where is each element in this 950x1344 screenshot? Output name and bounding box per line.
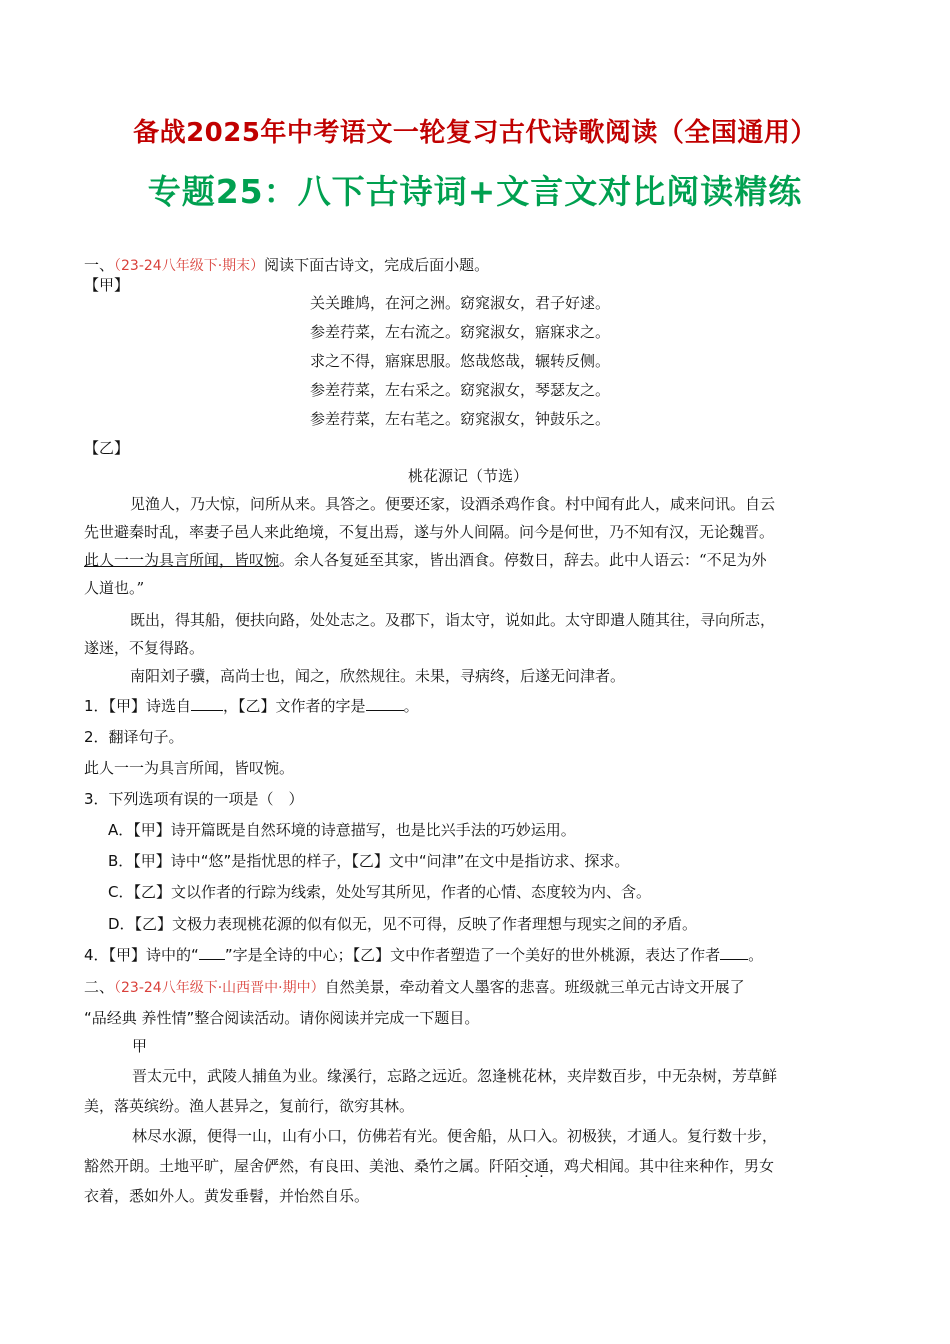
section2-source: （23-24八年级下·山西晋中·期中） bbox=[114, 980, 325, 996]
yi-paragraph-line: 先世避秦时乱，率妻子邑人来此绝境，不复出焉，遂与外人间隔。问今是何世，乃不知有汉，无论魏晋。 bbox=[84, 523, 775, 541]
yi-paragraph-line: 人道也。” bbox=[84, 579, 145, 597]
yi-paragraph-line: 南阳刘子骥，高尚士也，闻之，欣然规往。未果，寻病终，后遂无问津者。 bbox=[130, 667, 626, 685]
poem-line: 关关雎鸠，在河之洲。窈窕淑女，君子好逑。 bbox=[310, 294, 611, 312]
question-2: 2．翻译句子。 bbox=[84, 728, 184, 746]
section2-intro: “品经典 养性情”整合阅读活动。请你阅读并完成一下题目。 bbox=[84, 1009, 480, 1027]
section2-heading: 二、（23-24八年级下·山西晋中·期中）自然美景，牵动着文人墨客的悲喜。班级就三单元古诗文开展了 bbox=[84, 978, 745, 996]
yi-paragraph-line: 遂迷，不复得路。 bbox=[84, 639, 205, 657]
underlined-sentence: 此人一一为具言所闻，皆叹惋 bbox=[84, 551, 280, 569]
question-2-sentence: 此人一一为具言所闻，皆叹惋。 bbox=[84, 759, 295, 777]
jia-paragraph-line: 豁然开朗。土地平旷，屋舍俨然，有良田、美池、桑竹之属。阡陌交通，鸡犬相闻。其中往来种作，男女 bbox=[84, 1157, 775, 1175]
page-title: 备战2025年中考语文一轮复习古代诗歌阅读（全国通用） bbox=[133, 118, 817, 148]
section1-source: （23-24八年级下·期末） bbox=[114, 258, 265, 274]
option-c[interactable]: C．【乙】文以作者的行踪为线索，处处写其所见，作者的心情、态度较为内、含。 bbox=[108, 883, 651, 901]
jia-paragraph-line: 林尽水源，便得一山，山有小口，仿佛若有光。便舍船，从口入。初极狭，才通人。复行数十步， bbox=[132, 1127, 778, 1145]
emphasis-char: 交 bbox=[519, 1157, 535, 1175]
question-4: 4．【甲】诗中的“ ”字是全诗的中心；【乙】文中作者塑造了一个美好的世外桃源，表达了作者 。 bbox=[84, 946, 764, 964]
option-d[interactable]: D．【乙】文极力表现桃花源的似有似无，见不可得，反映了作者理想与现实之间的矛盾。 bbox=[108, 915, 698, 933]
section2-jia-label: 甲 bbox=[132, 1037, 148, 1055]
poem-line: 参差荇菜，左右采之。窈窕淑女，琴瑟友之。 bbox=[310, 381, 611, 399]
section2-number: 二、 bbox=[84, 978, 115, 996]
poem-line: 参差荇菜，左右流之。窈窕淑女，寤寐求之。 bbox=[310, 323, 611, 341]
section1-prompt: 阅读下面古诗文，完成后面小题。 bbox=[264, 256, 490, 274]
yi-label: 【乙】 bbox=[84, 439, 130, 457]
yi-title: 桃花源记（节选） bbox=[408, 467, 529, 485]
answer-blank[interactable] bbox=[191, 696, 223, 711]
jia-paragraph-line: 晋太元中，武陵人捕鱼为业。缘溪行，忘路之远近。忽逢桃花林，夹岸数百步，中无杂树，芳草鲜 bbox=[132, 1067, 778, 1085]
question-1: 1．【甲】诗选自 ，【乙】文作者的字是 。 bbox=[84, 697, 419, 715]
yi-paragraph-line: 见渔人，乃大惊，问所从来。具答之。便要还家，设酒杀鸡作食。村中闻有此人，咸来问讯。自云 bbox=[130, 495, 776, 513]
option-a[interactable]: A．【甲】诗开篇既是自然环境的诗意描写，也是比兴手法的巧妙运用。 bbox=[108, 821, 576, 839]
yi-paragraph-line: 既出，得其船，便扶向路，处处志之。及郡下，诣太守，说如此。太守即遣人随其往，寻向所志， bbox=[130, 611, 776, 629]
poem-line: 参差荇菜，左右芼之。窈窕淑女，钟鼓乐之。 bbox=[310, 410, 611, 428]
poem-line: 求之不得，寤寐思服。悠哉悠哉，辗转反侧。 bbox=[310, 352, 611, 370]
answer-blank[interactable] bbox=[366, 696, 404, 711]
section1-heading bbox=[84, 255, 489, 276]
question-3: 3．下列选项有误的一项是（ ） bbox=[84, 790, 304, 808]
emphasis-char: 通 bbox=[534, 1157, 550, 1175]
jia-label: 【甲】 bbox=[84, 276, 130, 294]
jia-paragraph-line: 美，落英缤纷。渔人甚异之，复前行，欲穷其林。 bbox=[84, 1097, 415, 1115]
yi-paragraph-line: 此人一一为具言所闻，皆叹惋。余人各复延至其家，皆出酒食。停数日，辞去。此中人语云：“不足为外 bbox=[84, 551, 767, 569]
jia-paragraph-line: 衣着，悉如外人。黄发垂髫，并怡然自乐。 bbox=[84, 1187, 370, 1205]
section1-number: 一、 bbox=[84, 256, 115, 274]
page-subtitle: 专题25：八下古诗词+文言文对比阅读精练 bbox=[147, 172, 803, 211]
answer-blank[interactable] bbox=[720, 945, 748, 960]
answer-blank[interactable] bbox=[199, 945, 225, 960]
option-b[interactable]: B．【甲】诗中“悠”是指忧思的样子，【乙】文中“问津”在文中是指访求、探求。 bbox=[108, 852, 630, 870]
